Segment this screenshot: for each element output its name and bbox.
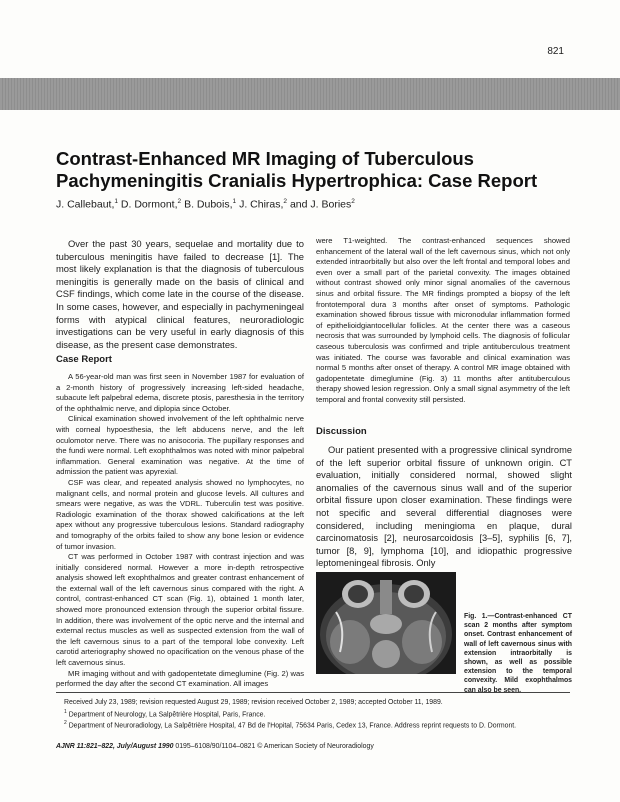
paragraph: MR imaging without and with gadopentetate dimeglumine (Fig. 2) was performed the day after the second CT examination. All images <box>56 668 304 689</box>
affiliation-mark: 2 <box>351 198 355 205</box>
citation-label: AJNR 11:821–822, July/August 1990 <box>56 743 174 750</box>
author: D. Dormont, <box>120 198 178 211</box>
figure-caption: Fig. 1.—Contrast-enhanced CT scan 2 months after symptom onset. Contrast enhancement of wall of left cavernous sinus with extension intraorbitally is shown, as well as possible extension to the temporal convexity. Mild exophthalmos can also be seen. <box>464 613 572 694</box>
affiliation-mark: 1 <box>232 198 237 205</box>
affiliation-mark: 2 <box>177 198 182 205</box>
received-dates: Received July 23, 1989; revision requested August 29, 1989; revision received October 2, 1989; accepted October 11, 1989. <box>64 699 443 706</box>
case-report-heading: Case Report <box>56 354 112 365</box>
case-report-continued: were T1-weighted. The contrast-enhanced sequences showed enhancement of the lateral wall of the left cavernous sinus, which not only extended intraorbitally but also over the left frontal and temporal lobes and even over a small part of the parietal convexity. The images obtained without contrast showed only minor signal anomalies of the cavernous sinus and orbital fissure. The MR findings prompted a biopsy of the left frontotemporal dura 3 months after onset of symptoms. Pathologic examination showed fibrous tissue with micronodular inflammation formed of epithelioidgiantocellular follicles. At the center there was a caseous necrosis that was surrounded by lymphoid cells. The diagnosis of follicular caseous tuberculosis was confirmed and triple antituberculous treatment was initiated. The course was favorable and clinical examination was normal 5 months after onset of therapy. A control MR image obtained with gadopentetate dimeglumine (Fig. 3) 11 months after antituberculous therapy showed lesion regression. Only a small signal asymmetry of the left temporal and frontal convexity still persisted. <box>316 236 570 404</box>
author: J. Callebaut, <box>56 198 115 211</box>
header-banner <box>0 78 620 110</box>
paragraph: A 56-year-old man was first seen in November 1987 for evaluation of a 2-month history of progressively increasing left-sided headache, subacute left palpebral edema, discrete ptosis, paresthesia in the territory of the ophthalmic nerve, and diplopia since October. <box>56 372 304 413</box>
ct-scan-image <box>316 572 456 674</box>
journal-citation <box>56 743 374 750</box>
paragraph: Clinical examination showed involvement of the left ophthalmic nerve with corneal hypoesthesia, the left abducens nerve, and the left oculomotor nerve. There was no anisocoria. The pupillary responses and the fundi were normal. Left exophthalmos was noted with minor palpebral inflammation. General examination was negative. At the time of admission the patient was apyrexial. <box>56 414 304 477</box>
abstract: Over the past 30 years, sequelae and mortality due to tuberculous meningitis have failed to decrease [1]. The most likely explanation is that the diagnosis of tuberculous meningitis is generally made on the basis of clinical and CSF findings, which come late in the course of the disease. In some cases, however, and especially in pachymeningeal forms with atypical clinical features, neuroradiologic investigations can be very useful in early diagnosis of this disease, as the present case demonstrates. <box>56 238 304 350</box>
author-list <box>56 198 355 211</box>
footnotes <box>64 698 574 731</box>
paragraph: CSF was clear, and repeated analysis showed no lymphocytes, no malignant cells, and normal protein and glucose levels. All cultures and smears were negative, as was the VDRL. Tuberculin test was positive. Radiologic examination of the thorax showed calcifications at the left apex without any progressive tuberculous lesions. Standard radiography and tomography of the orbits failed to show any bone lesion or evidence of tumor invasion. <box>56 477 304 551</box>
affiliation-1: $^1$ Department of Neurology, La Salpêtrière Hospital, Paris, France. <box>64 708 266 718</box>
author: and J. Bories <box>289 198 352 211</box>
affiliation-2: $^2$ Department of Neuroradiology, La Salpêtrière Hospital, 47 Bd de l'Hopital, 75634 Paris, Cedex 13, France. Address reprint requests to D. Dormont. <box>64 720 517 730</box>
copyright-text: 0195–6108/90/1104–0821 © American Society of Neuroradiology <box>175 743 374 750</box>
author: J. Chiras, <box>239 198 284 211</box>
page-number: 821 <box>547 46 564 57</box>
case-report-body <box>56 372 304 690</box>
discussion-heading: Discussion <box>316 426 367 437</box>
affiliation-mark: 1 <box>114 198 118 205</box>
author: B. Dubois, <box>184 198 233 211</box>
affiliation-mark: 2 <box>283 198 288 205</box>
article-title: Contrast-Enhanced MR Imaging of Tuberculous Pachymeningitis Cranialis Hypertrophica: Case Report <box>56 148 538 191</box>
footnote-divider <box>56 692 570 693</box>
ct-scan-graphic <box>316 572 456 674</box>
discussion-body: Our patient presented with a progressive clinical syndrome of the left superior orbital fissure of unknown origin. CT evaluation, initially considered normal, showed slight anomalies of the cavernous sinus wall and of the superior orbital fissure upon closer examination. These findings were not specific and several differential diagnoses were considered, including meningioma en plaque, dural carcinomatosis [2], neurosarcoidosis [3–5], syphilis [6, 7], tumor [8, 9], lymphoma [10], and idiopathic progressive leptomeningeal fibrosis. Only <box>316 445 572 569</box>
paragraph: CT was performed in October 1987 with contrast injection and was initially considered normal. However a more in-depth retrospective analysis showed left exophthalmos and greater contrast enhancement of the external wall of the left cavernous sinus compared with the right. A control, contrast-enhanced CT scan (Fig. 1), obtained 1 month later, showed more pronounced extension through the superior orbital fissure. In addition, there was involvement of the optic nerve and the internal and external rectus muscles as well as suspected extension from the wall of the left cavernous sinus to a part of the temporal lobe convexity. Left carotid arteriography showed no opacification on the venous phase of the left cavernous sinus. <box>56 552 304 668</box>
